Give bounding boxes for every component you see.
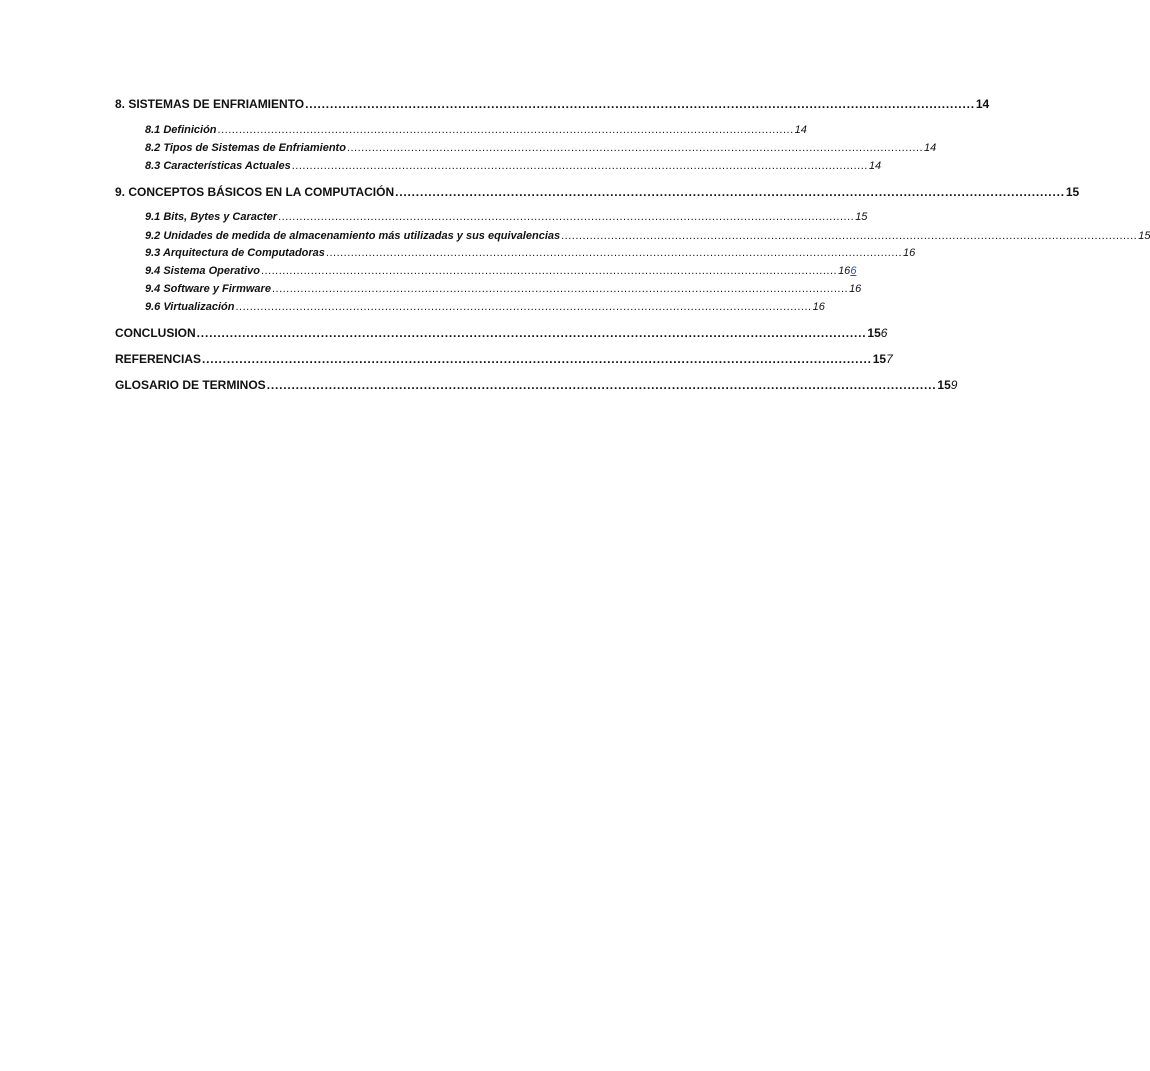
dot-leader: .................................................................................................................................................................. (346, 142, 924, 154)
dot-leader: .................................................................................................................................................................. (278, 211, 855, 223)
toc-entry-page: 14 (794, 124, 807, 136)
dot-leader: .................................................................................................................................................................. (561, 230, 1138, 242)
toc-entry-page: 14 (975, 97, 990, 111)
dot-leader: .................................................................................................................................................................. (202, 352, 872, 366)
toc-entry[interactable] (115, 325, 888, 341)
toc-entry-page: 14 (868, 160, 882, 172)
toc-entry-label: 9.3 Arquitectura de Computadoras (145, 247, 325, 259)
toc-entry[interactable] (115, 96, 990, 112)
toc-entry[interactable] (145, 299, 825, 315)
dot-leader: .................................................................................................................................................................. (217, 124, 794, 136)
toc-entry-page: 15 (1065, 185, 1080, 199)
toc-entry[interactable] (145, 140, 937, 156)
toc-entry-page: 157 (872, 352, 893, 366)
toc-entry[interactable] (145, 228, 1150, 244)
toc-entry-page: 14 (924, 142, 937, 154)
dot-leader: .................................................................................................................................................................. (260, 265, 838, 277)
toc-entry-page: 16 (903, 247, 916, 259)
dot-leader: .................................................................................................................................................................. (305, 97, 975, 111)
toc-entry-label: GLOSARIO DE TERMINOS (115, 378, 266, 392)
toc-entry-page: 15 (1138, 230, 1150, 242)
dot-leader: .................................................................................................................................................................. (266, 378, 937, 392)
dot-leader: .................................................................................................................................................................. (291, 160, 868, 172)
toc-entry-label: 9.2 Unidades de medida de almacenamiento más utilizadas y sus equivalencias (145, 230, 561, 242)
toc-entry[interactable] (145, 158, 882, 174)
toc-entry-page: 15 (855, 211, 868, 223)
toc-entry-label: 9.1 Bits, Bytes y Caracter (145, 211, 278, 223)
toc-entry[interactable] (115, 184, 1080, 200)
toc-entry-label: 9.6 Virtualización (145, 301, 235, 313)
toc-entry-label: REFERENCIAS (115, 352, 202, 366)
toc-entry-page: 156 (867, 326, 888, 340)
toc-entry[interactable] (145, 122, 807, 138)
toc-entry-page: 16 (849, 283, 862, 295)
toc-entry-label: 8.2 Tipos de Sistemas de Enfriamiento (145, 142, 346, 154)
toc-entry-page: 16 (812, 301, 825, 313)
toc-entry-label: CONCLUSION (115, 326, 196, 340)
toc-entry[interactable] (115, 351, 893, 367)
toc-entry-label: 9.4 Software y Firmware (145, 283, 271, 295)
dot-leader: .................................................................................................................................................................. (271, 283, 849, 295)
dot-leader: .................................................................................................................................................................. (395, 185, 1065, 199)
toc-entry-page: 159 (937, 378, 958, 392)
toc-entry-page: 166 (838, 265, 857, 277)
toc-entry-label: 9.4 Sistema Operativo (145, 265, 260, 277)
toc-entry-label: 8. SISTEMAS DE ENFRIAMIENTO (115, 97, 305, 111)
toc-entry-label: 8.3 Características Actuales (145, 160, 291, 172)
toc-entry[interactable] (145, 263, 857, 279)
dot-leader: .................................................................................................................................................................. (235, 301, 812, 313)
toc-entry-label: 9. CONCEPTOS BÁSICOS EN LA COMPUTACIÓN (115, 185, 395, 199)
dot-leader: .................................................................................................................................................................. (325, 247, 903, 259)
page-number-link[interactable]: 6 (850, 265, 857, 277)
toc-entry[interactable] (115, 377, 958, 393)
toc-entry[interactable] (145, 245, 916, 261)
toc-entry-label: 8.1 Definición (145, 124, 217, 136)
toc-entry[interactable] (145, 281, 862, 297)
dot-leader: .................................................................................................................................................................. (196, 326, 867, 340)
toc-entry[interactable] (145, 209, 868, 225)
